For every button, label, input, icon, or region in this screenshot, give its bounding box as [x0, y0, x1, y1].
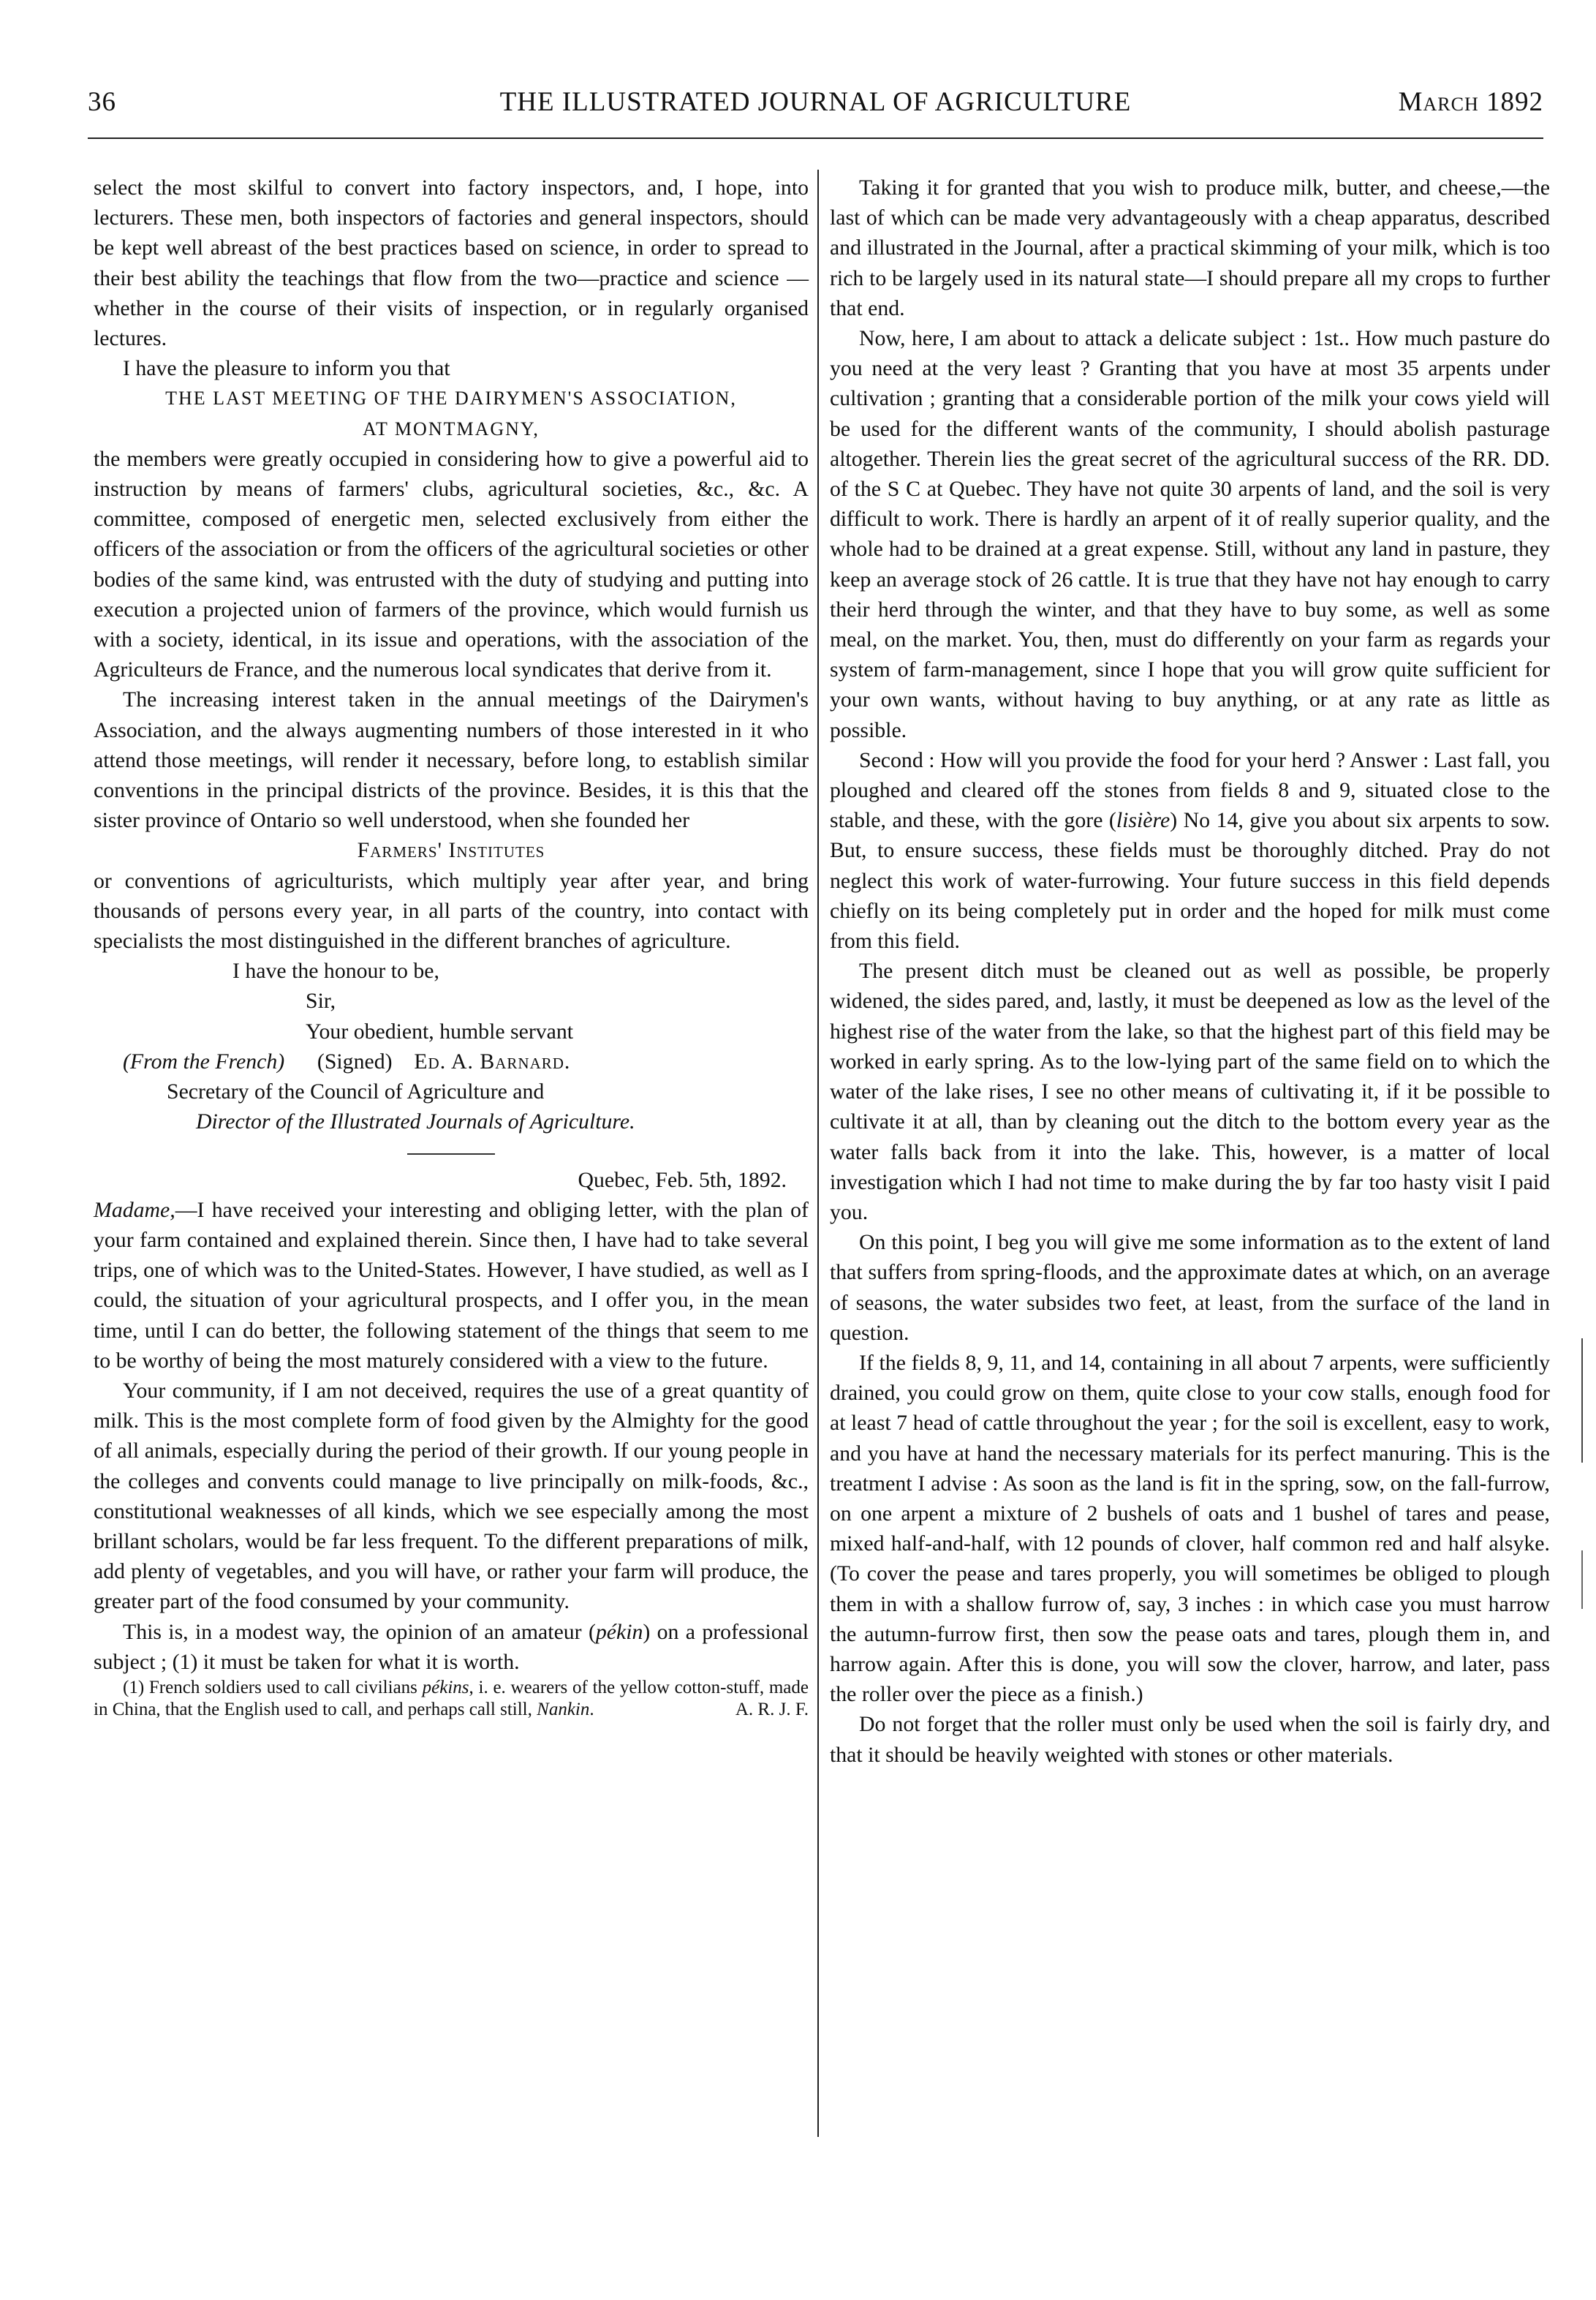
signoff-line-6 [94, 1106, 809, 1136]
left-paragraph-8-a: This is, in a modest way, the opinion of an amateur ( [123, 1619, 596, 1644]
journal-title: THE ILLUSTRATED JOURNAL OF AGRICULTURE [499, 87, 1132, 117]
signoff-title: Director of the Illustrated Journals of Agriculture. [196, 1109, 635, 1134]
left-paragraph-6-text: —I have received your interesting and obliging letter, with the plan of your farm contained and explained therein. Since then, I have had to take several trips, one of which was to the United-States. However, I have studied, as well as I could, the situation of your agricultural prospects, and I offer you, in the mean time, until I can do better, the following statement of the things that seem to me to be worthy of being the most maturely considered with a view to the future. [94, 1197, 809, 1373]
footnote-signature: A. R. J. F. [735, 1699, 809, 1719]
section-separator [407, 1153, 495, 1155]
right-paragraph-3-a: Second : How will you provide the food for your herd ? Answer : Last fall, you ploughed and cleared off the stones from fields 8 and 9, situated close to the stable, and these, with the gore ( [830, 747, 1550, 833]
header-rule [88, 137, 1543, 139]
page-number: 36 [88, 87, 116, 117]
signoff-line-4 [94, 1047, 809, 1077]
right-paragraph-5: On this point, I beg you will give me some information as to the extent of land that suffers from spring-floods, and the approximate dates at which, on an average of seasons, the water subsides two feet, at least, from the surface of the land in question. [830, 1230, 1550, 1345]
column-divider [817, 170, 819, 2137]
signoff-line-3: Your obedient, humble servant [306, 1019, 574, 1044]
right-paragraph-3 [830, 745, 1550, 956]
from-french-note: (From the French) [123, 1049, 285, 1074]
left-paragraph-1: select the most skilful to convert into factory inspectors, and, I hope, into lecturers. These men, both inspectors of factories and general inspectors, should be kept well abreast of the best practices based on science, in order to spread to their best ability the teachings that flow from the two—practice and science —whether in the course of their visits of inspection, or in regularly organised lectures. [94, 176, 809, 351]
lisiere-term: lisière [1116, 808, 1170, 833]
footnote-text-b: , i. e. wearers of the yellow cotton-stuff, made in China, that the English used to call, and perhaps call still, [94, 1677, 809, 1719]
right-paragraph-3-b: ) No 14, give you about six arpents to sow. But, to ensure success, these fields must be thoroughly ditched. Pray do not neglect this work of water-furrowing. Your future success in this field depends chiefly on its being completely put in order and the hoped for milk must come from this field. [830, 808, 1550, 954]
right-column [830, 173, 1550, 1770]
issue-date: March 1892 [1398, 87, 1543, 117]
left-paragraph-4: The increasing interest taken in the annual meetings of the Dairymen's Association, and the always augmenting numbers of those interested in it who attend those meetings, will render it necessary, before long, to establish similar conventions in the principal districts of the province. Besides, it is this that the sister province of Ontario so well understood, when she founded her [94, 687, 809, 833]
left-paragraph-2: I have the pleasure to inform you that [123, 356, 450, 381]
signoff-line-2: Sir, [306, 989, 336, 1014]
signoff-line-1: I have the honour to be, [232, 959, 439, 984]
signatory-name: Ed. A. Barnard. [414, 1049, 571, 1074]
left-paragraph-7: Your community, if I am not deceived, requires the use of a great quantity of milk. This is the most complete form of food given by the Almighty for the good of all animals, especially during the period of their growth. If our young people in the colleges and convents could manage to live principally on milk-foods, &c., constitutional weaknesses of all kinds, which we see especially among the most brillant scholars, would be far less frequent. To the different preparations of milk, add plenty of vegetables, and you will have, or rather your farm will produce, the greater part of the food consumed by your community. [94, 1378, 809, 1614]
right-paragraph-4: The present ditch must be cleaned out as well as possible, be properly widened, the sides pared, and, lastly, it must be deepened as low as the level of the highest rise of the water from the lake, so that the highest part of this field may be worked in early spring. As to the low-lying part of the same field on to which the water of the lake rises, I see no other means of cultivating it, if it be possible to cultivate it at all, than by cleaning out the ditch to the bottom every year as the water falls back from it into the lake. This, however, is a matter of local investigation which I had not time to make during the by far too hasty visit I paid you. [830, 959, 1550, 1224]
left-paragraph-6 [94, 1195, 809, 1376]
left-paragraph-3: the members were greatly occupied in considering how to give a powerful aid to instruction by means of farmers' clubs, agricultural societies, &c., &c. A committee, composed of energetic men, selected exclusively from either the officers of the association or from the officers of the agricultural societies or other bodies of the same kind, was entrusted with the duty of studying and putting into execution a projected union of farmers of the province, which would furnish us with a society, identical, in its issue and operations, with the association of the Agriculteurs de France, and the numerous local syndicates that derive from it. [94, 446, 809, 682]
right-paragraph-6: If the fields 8, 9, 11, and 14, containing in all about 7 arpents, were sufficiently drained, you could grow on them, quite close to your cow stalls, enough food for at least 7 head of cattle throughout the year ; for the soil is excellent, easy to work, and you have at hand the necessary materials for its perfect manuring. This is the treatment I advise : As soon as the land is fit in the spring, sow, on the fall-furrow, on one arpent a mixture of 2 bushels of oats and 1 bushel of tares and pease, mixed half-and-half, with 12 pounds of clover, half common red and half alsyke. (To cover the pease and tares properly, you will sometimes be obliged to plough them in with a shallow furrow of, say, 3 inches : in which case you must harrow the autumn-furrow first, then sow the pease oats and tares, plough them in, and harrow again. After this is done, you will sow the clover, harrow, and later, pass the roller over the piece as a finish.) [830, 1350, 1550, 1707]
footnote-pekins: pékins [422, 1677, 469, 1697]
right-paragraph-2: Now, here, I am about to attack a delicate subject : 1st.. How much pasture do you need at the very least ? Granting that you have at most 35 arpents under cultivation ; granting that a considerable portion of the milk your cows yield will be used for the different wants of the community, I should abolish pasturage altogether. Therein lies the great secret of the agricultural success of the RR. DD. of the S C at Quebec. They have not quite 30 arpents of land, and the soil is very difficult to work. There is hardly an arpent of it of really superior quality, and the whole had to be drained at a great expense. Still, without any land in pasture, they keep an average stock of 26 cattle. It is true that they have not hay enough to carry their herd through the winter, and that they have to buy some, as well as some meal, on the market. You, then, must do differently on your farm as regards your system of farm-management, since I hope that you will grow quite sufficient for your own wants, without having to buy anything, or at any rate as little as possible. [830, 326, 1550, 742]
footnote-nankin: Nankin [537, 1699, 590, 1719]
right-paragraph-1: Taking it for granted that you wish to produce milk, butter, and cheese,—the last of which can be made very advantageously with a cheap apparatus, described and illustrated in the Journal, after a practical skimming of your milk, which is too rich to be largely used in its natural state—I should prepare all my crops to further that end. [830, 176, 1550, 320]
footnote-text-c: . [589, 1699, 594, 1719]
pekin-term: pékin [595, 1619, 643, 1644]
running-head [88, 86, 1543, 130]
footnote-text-a: (1) French soldiers used to call civilians [123, 1677, 423, 1697]
left-paragraph-8 [94, 1617, 809, 1677]
section-heading-institutes: Farmers' Institutes [357, 838, 545, 863]
footnote [94, 1677, 809, 1721]
left-paragraph-5: or conventions of agriculturists, which multiply year after year, and bring thousands of persons every year, in all parts of the country, into contact with specialists the most distinguished in the different branches of agriculture. [94, 868, 809, 954]
left-column [94, 173, 809, 1721]
margin-mark [1581, 1550, 1583, 1609]
section-heading-montmagny: AT MONTMAGNY, [363, 418, 540, 440]
right-paragraph-7: Do not forget that the roller must only be used when the soil is fairly dry, and that it should be heavily weighted with stones or other materials. [830, 1712, 1550, 1767]
section-heading-dairymen: THE LAST MEETING OF THE DAIRYMEN'S ASSOCIATION, [165, 388, 737, 410]
letter-dateline: Quebec, Feb. 5th, 1892. [578, 1167, 787, 1192]
margin-mark [1581, 1338, 1583, 1463]
signed-note: (Signed) [317, 1049, 393, 1074]
signoff-line-5: Secretary of the Council of Agriculture and [167, 1079, 545, 1104]
left-paragraph-8-b: ) on a professional subject ; (1) it must be taken for what it is worth. [94, 1619, 809, 1674]
salutation: Madame, [94, 1197, 175, 1222]
